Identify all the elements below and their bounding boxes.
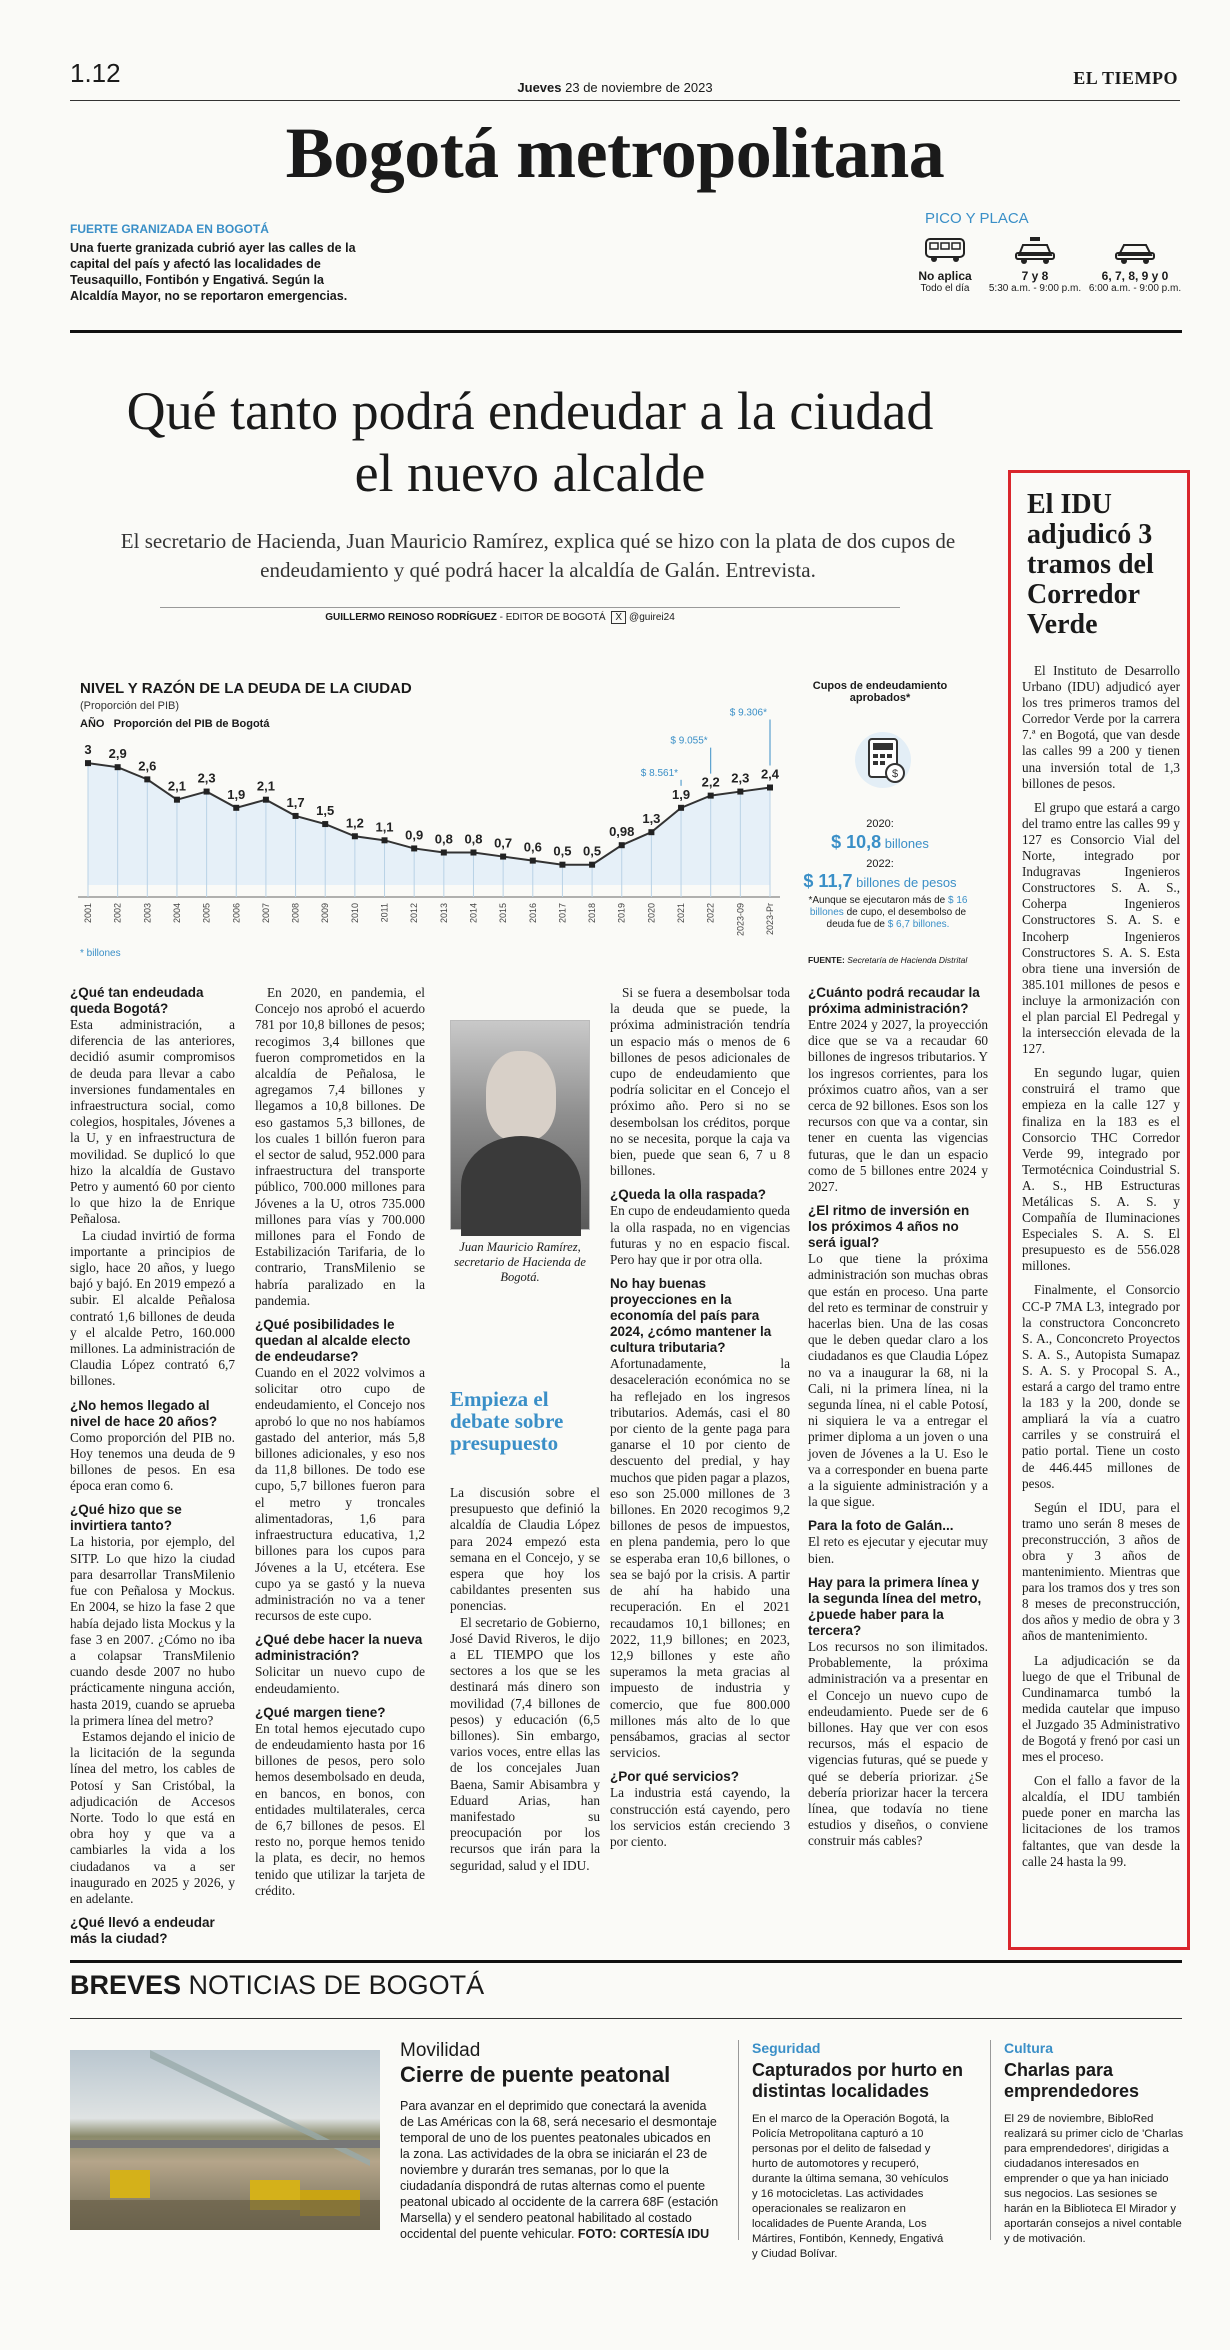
byline [0,612,1000,623]
breve-cul-text: El 29 de noviembre, BibloRed realizará su primer ciclo de 'Charlas para emprendedores', dirigidas a ciudadanos interesados en emprender o que ya han iniciado sus negocios. Las sesiones se harán en la Biblioteca El Mirador y aportarán consejos a nivel contable y de motivación. [1004,2113,1184,2245]
cupos-value-2020 [800,832,960,853]
pico-placa-bus-sub: Todo el día [920,283,970,294]
chart-tick-label: 2009 [320,903,331,924]
empieza-headline: Empieza el debate sobre presupuesto [450,1387,564,1455]
breve-seg-headline: Capturados por hurto en distintas localidades [752,2060,963,2101]
empieza-paragraph: El secretario de Gobierno, José David Riveros, le dijo a EL TIEMPO que los sectores a los que se les destinará más dinero son movilidad (7,4 billones de pesos) y educación (6,5 billones). Sin embargo, varios voces, entre ellas las de los concejales Juan Baena, Samir Abisambra y Eduard Arias, han manifestado su preocupación por los recursos que irán para la seguridad, salud y el IDU. [450,1614,600,1873]
chart-data-label: 2,1 [167,778,186,794]
article-headline: Qué tanto podrá endeudar a la ciudad el nuevo alcalde [126,381,934,503]
idu-paragraph: En segundo lugar, quien construirá el tramo que empieza en la calle 127 y finaliza en la 183 es el Consorcio THC Corredor Verde 99, integrado por Termotécnica Coindustrial S. A. S., HB Estructuras Metálicas S. A. S. y Compañía de Iluminaciones Especiales S. A. S. El presupuesto es de 556.028 millones. [1022,1065,1180,1274]
answer: Cuando en el 2022 volvimos a solicitar otro cupo de endeudamiento, el Concejo nos aprobó lo que no nos habíamos gastado del anterior, más 5,8 billones adicionales, y eso nos da 11,8 billones. De todo ese cupo, 5,7 billones fueron para el metro y troncales alimentadoras, 1,6 para infraestructura educativa, 1,2 billones para los cupos para Jóvenes a la U, etcétera. Ese cupo ya se gastó y la nueva administración no va a tener recursos de este cupo. [255,1365,425,1624]
chart-source [808,955,967,965]
idu-paragraph: Con el fallo a favor de la alcaldía, el IDU también puede poner en marcha las licitaciones de los tramos faltantes, que van desde la calle 24 hasta la 99. [1022,1773,1180,1869]
date-weekday: Jueves [517,80,562,95]
chart-point [411,845,417,851]
breves-separator [738,2040,739,2240]
chart-data-label: 2,6 [138,758,157,774]
pico-placa-taxi-sub: 5:30 a.m. - 9:00 p.m. [988,283,1082,294]
question: ¿Por qué servicios? [610,1769,740,1785]
idu-paragraph: El grupo que estará a cargo del tramo entre las calles 99 y 127 es Consorcio Vial del Norte, integrado por Indugravas Ingenieros Constructores S. A. S., Coherpa Ingenieros Constructores S. A. S. e Incoherp Ingenieros Constructores S. A. S. Esta obra tiene una inversión de 385.101 millones de pesos e incluye la armonización con el plan parcial El Pedregal y la intersección elevada de la 127. [1022,799,1180,1057]
chart-annotation-label: $ 8.561* [640,767,679,779]
chart-data-label: 1,3 [642,811,661,827]
photo-caption: Juan Mauricio Ramírez, secretario de Hacienda de Bogotá. [454,1240,586,1284]
chart-point [708,793,714,799]
answer: Entre 2024 y 2027, la proyección dice que se va a recaudar 60 billones de ingresos tributarios. Y los ingresos corrientes, para los próximos cuatro años, van a ser cerca de 92 billones. Esos son los recursos con que va a contar, sin tener en cuenta las vigencias futuras, que le dan un espacio como de 5 billones entre 2024 y 2027. [808,1017,988,1195]
answer: Los recursos no son ilimitados. Probablemente, la próxima administración va a presentar en el Concejo un nuevo cupo de endeudamiento. Puede ser de 6 billones. Hay que ver con esos recursos, más el espacio de vigencias futuras, qué se puede y qué se debería priorizar. ¿Se debería priorizar hacer la tercera línea, que todavía no tiene estudios y diseños, o conviene construir más cables? [808,1638,988,1849]
chart-tick-label: 2014 [468,903,479,924]
answer: La historia, por ejemplo, del SITP. Lo que hizo la ciudad para desarrollar TransMilenio fue con Peñalosa y Mockus. En 2004, se hizo la fase 2 que había dejado lista Mockus y la fase 3 en 2007. ¿Cómo no iba a colapsar TransMilenio cuando desde 2007 no hubo prácticamente ninguna acción, hasta 2019, cuando se aprueba la primera línea del metro? [70,1534,235,1728]
answer: Afortunadamente, la desaceleración económica no se ha reflejado en los ingresos tributarios. Además, casi el 80 por ciento de la gente paga para ganarse el 10 por ciento de descuento del predial, y hay muchos que piden pagar a plazos, eso son 25.000 millones de 3 billones. En 2020 recogimos 9,2 billones de pesos de impuestos, en plena pandemia, pero lo que se esperaba eran 10,6 billones, o sea se bajó por la crisis. A partir de ahí ha habido una recuperación. En el 2021 recaudamos 10,1 billones; en 2022, 11,9 billones; en 2023, 12,9 billones y este año superamos la meta gracias al impuesto de industria y comercio, que fue 800.000 millones más alto de lo que pensábamos, gracias al sector servicios. [610,1356,790,1761]
empieza-paragraph: La discusión sobre el presupuesto que definió la alcaldía de Claudia López para 2024 empezó esta semana en el Concejo, y se espera que hoy los cabildantes presenten sus ponencias. [450,1485,600,1614]
chart-tick-label: 2022 [705,903,716,924]
answer: Si se fuera a desembolsar toda la deuda que se puede, la próxima administración tendría un espacio más o menos de 6 billones de pesos adicionales de cupo de endeudamiento que podría solicitar en el Concejo el próximo año. Pero si no se desembolsan los créditos, porque no se necesita, porque la caja va bien, puede que sean 6, 7 u 8 billones. [610,985,790,1179]
chart-subtitle: (Proporción del PIB) [80,700,180,712]
chart-point [144,776,150,782]
idu-headline: El IDU adjudicó 3 tramos del Corredor Verde [1027,489,1154,640]
cupos-footnote-pre: *Aunque se ejecutaron más de [808,895,949,906]
question: ¿Qué margen tiene? [255,1704,386,1720]
pico-placa-title: PICO Y PLACA [925,210,1029,227]
chart-point [352,833,358,839]
breve-cul-kicker: Cultura [1004,2040,1053,2056]
question: ¿El ritmo de inversión en los próximos 4 años no será igual? [808,1203,970,1251]
chart-point [382,837,388,843]
chart-data-label: 0,8 [464,831,483,847]
hail-kicker: FUERTE GRANIZADA EN BOGOTÁ [70,222,269,236]
chart-tick-label: 2015 [498,903,509,924]
breves-separator [990,2040,991,2240]
question: ¿Qué tan endeudada queda Bogotá? [70,985,204,1016]
cupos-footnote-a: $ 16 billones [809,895,968,918]
question: ¿Qué llevó a endeudar más la ciudad? [70,1915,215,1947]
cupos-value-2022 [800,871,960,892]
chart-tick-label: 2018 [587,903,598,924]
article-column-1 [70,985,235,1947]
header-rule [70,100,1180,101]
page-number: 1.12 [70,58,121,88]
chart-point [85,760,91,766]
cupos-amount-2020: $ 10,8 [831,832,882,852]
chart-tick-label: 2004 [171,903,182,924]
pico-placa-car-main: 6, 7, 8, 9 y 0 [1101,269,1169,283]
chart-tick-label: 2021 [676,903,687,924]
chart-legend-label: Proporción del PIB de Bogotá [113,718,270,730]
question: ¿Qué debe hacer la nueva administración? [255,1632,423,1664]
chart-point [737,789,743,795]
question: ¿No hemos llegado al nivel de hace 20 años? [70,1397,218,1429]
pico-placa-bus-main: No aplica [918,269,972,283]
question: No hay buenas proyecciones en la economía del país para 2024, ¿cómo mantener la cultura tributaria? [610,1276,772,1356]
pico-placa-car [1085,235,1185,294]
breve-mov-text [400,2098,720,2242]
chart-title: NIVEL Y RAZÓN DE LA DEUDA DE LA CIUDAD [80,680,412,697]
chart-data-label: 1,1 [375,819,394,835]
chart-point [767,785,773,791]
hail-text: Una fuerte granizada cubrió ayer las calles de la capital del país y afectó las localidades de Teusaquillo, Fontibón y Engativá. Según la Alcaldía Mayor, no se reportaron emergencias. [70,241,356,303]
chart-data-label: 2,2 [701,774,720,790]
cupos-footnote-b: $ 6,7 billones. [887,919,950,930]
answer: Esta administración, a diferencia de las anteriores, decidió asumir compromisos de deuda para llevar a cabo inversiones fundamentales en infraestructura social, como colegios, hospitales, Jóvenes a la U, y en infraestructura de movilidad. Se duplicó lo que hizo la alcaldía de Gustavo Petro y aumentó 60 por ciento lo que hizo la de Enrique Peñalosa. [70,1017,235,1227]
article-deck: El secretario de Hacienda, Juan Mauricio Ramírez, explica qué se hizo con la plata de dos cupos de endeudamiento y qué podrá hacer la alcaldía de Galán. Entrevista. [120,529,956,582]
pico-placa-taxi [985,235,1085,294]
chart-data-label: 2,1 [256,778,275,794]
x-social-icon: X [611,611,626,624]
question: Hay para la primera línea y la segunda línea del metro, ¿puede haber para la tercera? [808,1574,982,1638]
chart-point [678,805,684,811]
chart-data-label: 0,5 [583,843,602,859]
breves-title [70,1970,484,2001]
chart-data-label: 0,9 [405,827,424,843]
byline-role: - EDITOR DE BOGOTÁ [496,612,606,623]
article-column-4 [610,985,790,1850]
breve-mov-kicker: Movilidad [400,2040,481,2061]
chart-legend-year: AÑO [80,718,105,730]
answer: En cupo de endeudamiento queda la olla raspada, no en vigencias futuras y no en espacio fiscal. Pero hay que ir por otra olla. [610,1203,790,1268]
chart-data-label: 0,5 [553,843,572,859]
breves-rule [70,1960,1182,1963]
chart-tick-label: 2023-09 [735,903,746,937]
chart-point [589,862,595,868]
chart-data-label: 1,7 [286,794,305,810]
taxi-icon [985,235,1085,269]
car-icon [1085,235,1185,269]
chart-annotation-label: $ 9.306* [729,707,767,719]
source-label: FUENTE: [808,955,845,965]
chart-area [88,763,770,885]
chart-tick-label: 2013 [438,903,449,924]
breve-cul-headline: Charlas para emprendedores [1004,2060,1140,2101]
idu-paragraph: El Instituto de Desarrollo Urbano (IDU) adjudicó ayer los tres primeros tramos del Corredor Verde por la carrera 7.ª en Bogotá, que van desde las calles 99 a 200 y tienen una inversión total de 1,3 billones de pesos. [1022,663,1180,791]
question: Para la foto de Galán... [808,1518,954,1534]
cupos-year-2020: 2020: [866,818,894,830]
bridge-construction-photo [70,2050,380,2230]
date-rest: 23 de noviembre de 2023 [565,80,713,95]
chart-point [500,854,506,860]
chart-point [322,821,328,827]
chart-data-label: 1,5 [316,803,335,819]
breve-mov-headline: Cierre de puente peatonal [400,2062,671,2087]
chart-tick-label: 2005 [201,903,212,924]
answer: Solicitar un nuevo cupo de endeudamiento. [255,1664,425,1696]
chart-data-label: 2,3 [731,770,750,786]
chart-tick-label: 2006 [231,903,242,924]
newspaper-brand: EL TIEMPO [1073,68,1178,88]
chart-tick-label: 2016 [527,903,538,924]
cupos-footnote-mid: de cupo, el desembolso de deuda fue de [826,907,967,930]
chart-tick-label: 2012 [409,903,420,924]
chart-data-label: 0,98 [609,824,635,840]
chart-data-label: 1,9 [227,786,246,802]
idu-paragraph: Finalmente, el Consorcio CC-P 7MA L3, integrado por la constructora Conconcreto S. A., Conconcreto Proyectos S. A. S., Autopista Sumapaz S. A. S. y Procopal S. A., estará a cargo del tramo entre la 183 y la 200, donde se ampliará la vía a cuatro carriles y se construirá el patio portal. Tiene un costo de 446.445 millones de pesos. [1022,1282,1180,1491]
chart-tick-label: 2023-Pr [765,903,775,936]
secretary-photo [450,1020,590,1230]
pico-placa-taxi-main: 7 y 8 [1021,269,1049,283]
chart-point [263,797,269,803]
chart-annotation-label: $ 9.055* [670,735,708,747]
answer: El reto es ejecutar y ejecutar muy bien. [808,1534,988,1566]
cupos-amount-2022: $ 11,7 [803,871,853,891]
chart-point [293,813,299,819]
svg-text:$: $ [891,768,899,780]
breve-mov-credit: FOTO: CORTESÍA IDU [577,2227,710,2241]
answer: Estamos dejando el inicio de la licitación de la segunda línea del metro, los cables de Potosí y San Cristóbal, la adjudicación de Accesos Norte. Todo lo que está en obra hoy y que va a cambiarles la vida a los ciudadanos va a ser inaugurado en 2025 y 2026, y en adelante. [70,1728,235,1906]
chart-data-label: 0,8 [434,831,453,847]
chart-point [619,842,625,848]
question: ¿Qué hizo que se invirtiera tanto? [70,1502,182,1534]
byline-handle: @guirei24 [629,612,675,623]
chart-tick-label: 2010 [349,903,360,924]
chart-data-label: 0,6 [523,839,542,855]
chart-tick-label: 2007 [260,903,271,924]
chart-data-label: 2,3 [197,770,216,786]
cupos-footnote [808,895,968,931]
breve-seg-kicker: Seguridad [752,2040,821,2056]
answer: En 2020, en pandemia, el Concejo nos aprobó el acuerdo 781 por 10,8 billones de pesos; recogimos 3,4 billones que fueron comprometidos en la alcaldía de Peñalosa, le agregamos 7,4 billones y llegamos a 10,8 billones. De eso gastamos 5,3 billones, de los cuales 1 billón fueron para el sector de salud, 952.000 para infraestructura del transporte público, 700.000 millones para Jóvenes a la U, otros 735.000 millones para vías y 700.000 millones para el Fondo de Estabilización Tarifaria, de lo contrario, TransMilenio se habría paralizado en la pandemia. [255,985,425,1308]
chart-legend [80,718,269,730]
breves-title-bold: BREVES [70,1970,182,2000]
answer: Lo que tiene la próxima administración son muchas obras que están en proceso. Una parte del reto es terminar de construir y hacerlas bien. Una de las cosas que le deben quedar claro a los ciudadanos es que Claudia López no va a inaugurar la 68, ni la Cali, ni la primera línea, ni la segunda línea, ni el cable Potosí, ni siquiera le va a entregar el primer diploma a un joven o una joven de Jóvenes a la U. Eso le va a corresponder en buena parte a la siguiente administración y a la que sigue. [808,1251,988,1510]
answer: La industria está cayendo, la construcción está cayendo, pero los servicios están creciendo 3 por ciento. [610,1785,790,1849]
idu-text [1022,663,1180,1878]
breve-seg-text: En el marco de la Operación Bogotá, la Policía Metropolitana capturó a 10 personas por el delito de falsedad y hurto de automotores y recuperó, durante la última semana, 30 vehículos y 16 motocicletas. Las actividades operacionales se realizaron en localidades de Puente Aranda, Los Mártires, Fontibón, Kennedy, Engativá y Ciudad Bolívar. [752,2113,950,2260]
article-column-5 [808,985,988,1850]
chart-tick-label: 2011 [379,903,390,923]
empieza-text [450,1485,600,1874]
idu-paragraph: La adjudicación se da luego de que el Tribunal de Cundinamarca tumbó la medida cautelar que impuso el Juzgado 35 Administrativo de Bogotá y frenó por casi un mes el proceso. [1022,1652,1180,1765]
cupos-year-2022: 2022: [866,858,894,870]
chart-point [470,850,476,856]
chart-data-label: 2,4 [760,766,780,782]
breves-sub-rule [70,2018,1182,2019]
chart-tick-label: 2020 [646,903,657,924]
byline-rule [160,607,900,608]
question: ¿Queda la olla raspada? [610,1187,767,1203]
answer: En total hemos ejecutado cupo de endeudamiento hasta por 16 billones de pesos, pero solo hemos desembolsado en deuda, en bancos, en bonos, con entidades multilaterales, cerca de 6,7 billones de pesos. El resto no, porque hemos tenido la plata, es decir, no hemos tenido que utilizar la tarjeta de crédito. [255,1720,425,1898]
breve-mov-body: Para avanzar en el deprimido que conectará la avenida de Las Américas con la 68, será necesario el desmontaje temporal de uno de los puentes peatonales ubicados en la zona. Las actividades de la obra se iniciarán el 23 de noviembre y durarán tres semanas, por lo que la ciudadanía dispondrá de rutas alternas como el puente peatonal ubicado al occidente de la carrera 68F (estación Marsella) y el sendero peatonal habilitado al costado occidental del puente vehicular. [400,2099,719,2241]
chart-tick-label: 2017 [557,903,568,924]
bus-icon [905,235,985,269]
article-column-2 [255,985,425,1899]
idu-paragraph: Según el IDU, para el tramo uno serán 8 meses de preconstrucción, 3 años de obra y 3 años de mantenimiento. Mientras que para los tramos dos y tres son 8 meses de preconstrucción, dos años y medio de obra y 3 años de mantenimiento. [1022,1499,1180,1644]
chart-point [204,789,210,795]
section-title: Bogotá metropolitana [285,113,945,193]
chart-tick-label: 2008 [290,903,301,924]
dateline [0,80,1230,95]
chart-point [559,862,565,868]
chart-point [441,850,447,856]
question: ¿Cuánto podrá recaudar la próxima administración? [808,985,980,1016]
breves-title-rest: NOTICIAS DE BOGOTÁ [181,1970,485,2000]
chart-point [115,764,121,770]
cupos-title: Cupos de endeudamiento aprobados* [812,680,948,704]
chart-point [233,805,239,811]
answer: Como proporción del PIB no. Hoy tenemos una deuda de 9 billones de pesos. En esa época eran como 6. [70,1429,235,1494]
byline-author: GUILLERMO REINOSO RODRÍGUEZ [325,612,497,623]
chart-point [174,797,180,803]
chart-point [648,829,654,835]
pico-placa-bus [905,235,985,294]
chart-note: * billones [80,948,121,959]
top-rule [70,330,1182,333]
chart-data-label: 1,2 [345,815,364,831]
answer: La ciudad invirtió de forma importante a principios de siglo, hace 20 años, y luego bajó y bajó. En 2019 empezó a subir. El alcalde Peñalosa contrató 1,6 billones de deuda y el alcalde Petro, 160.000 millones. La administración de Claudia López contrató 6,7 billones. [70,1227,235,1389]
chart-data-label: 0,7 [494,835,513,851]
chart-tick-label: 2003 [142,903,153,924]
chart-data-label: 3 [84,742,92,758]
calculator-icon [855,725,911,800]
source-text: Secretaría de Hacienda Distrital [844,955,968,965]
chart-tick-label: 2002 [112,903,123,924]
cupos-unit-2022: billones de pesos [852,875,957,890]
chart-data-label: 2,9 [108,746,127,762]
cupos-unit-2020: billones [881,836,929,851]
chart-tick-label: 2019 [616,903,627,924]
chart-point [530,858,536,864]
pico-placa-car-sub: 6:00 a.m. - 9:00 p.m. [1088,283,1182,294]
chart-tick-label: 2001 [83,903,93,924]
chart-data-label: 1,9 [672,786,691,802]
question: ¿Qué posibilidades le quedan al alcalde electo de endeudarse? [255,1317,411,1365]
